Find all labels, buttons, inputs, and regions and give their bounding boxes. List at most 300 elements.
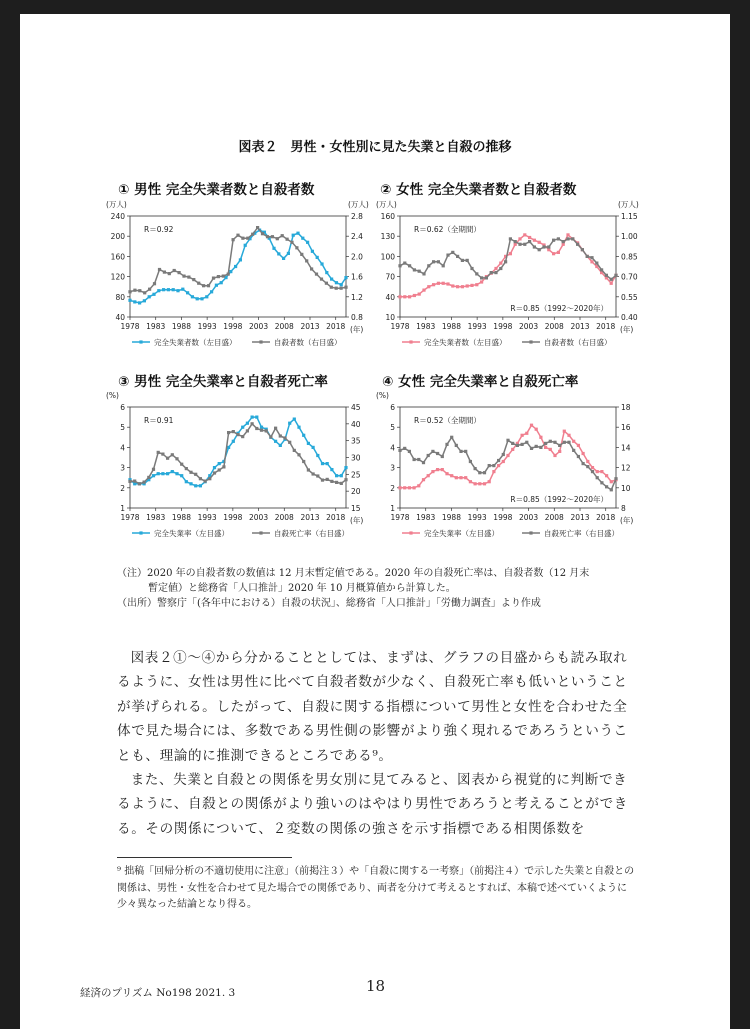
data-point [325, 271, 328, 274]
data-point [408, 486, 411, 489]
data-point [470, 284, 473, 287]
data-point [539, 446, 542, 449]
data-point [236, 234, 239, 237]
x-tick-label: 1993 [467, 513, 487, 522]
legend-marker [529, 340, 532, 343]
data-point [518, 237, 521, 240]
x-tick-label: 1983 [416, 322, 436, 331]
left-tick-label: 80 [115, 292, 125, 302]
data-point [563, 430, 566, 433]
x-axis-unit: (年) [350, 516, 364, 525]
data-point [549, 440, 552, 443]
chart-male-count [100, 196, 375, 356]
data-point [255, 416, 258, 419]
data-point [494, 267, 497, 270]
data-point [427, 474, 430, 477]
data-point [528, 240, 531, 243]
left-tick-label: 5 [390, 423, 395, 433]
data-point [241, 435, 244, 438]
data-point [432, 283, 435, 286]
data-point [437, 260, 440, 263]
right-tick-label: 14 [621, 443, 631, 453]
data-point [485, 276, 488, 279]
figure-title: 図表２ 男性・女性別に見た失業と自殺の推移 [238, 140, 512, 155]
left-tick-label: 240 [110, 212, 125, 221]
data-point [288, 441, 291, 444]
x-tick-label: 2003 [519, 513, 539, 522]
data-point [152, 293, 155, 296]
data-point [316, 256, 319, 259]
data-point [168, 272, 171, 275]
data-point [344, 276, 347, 279]
data-point [197, 282, 200, 285]
data-point [595, 262, 598, 265]
data-point [577, 444, 580, 447]
data-point [171, 453, 174, 456]
data-point [492, 464, 495, 467]
data-point [591, 466, 594, 469]
data-point [544, 442, 547, 445]
data-point [196, 297, 199, 300]
data-point [456, 255, 459, 258]
data-point [499, 267, 502, 270]
data-point [542, 245, 545, 248]
data-point [600, 268, 603, 271]
data-point [566, 233, 569, 236]
panel-title-male-rate: ③ 男性 完全失業率と自殺者死亡率 [118, 374, 328, 390]
data-point [312, 472, 315, 475]
data-point [436, 468, 439, 471]
data-point [445, 472, 448, 475]
data-point [186, 291, 189, 294]
data-point [538, 248, 541, 251]
data-point [403, 486, 406, 489]
data-point [241, 237, 244, 240]
data-point [340, 283, 343, 286]
data-point [474, 482, 477, 485]
data-point [282, 257, 285, 260]
data-point [475, 283, 478, 286]
data-point [180, 463, 183, 466]
left-axis-unit: (万人) [376, 200, 397, 209]
data-point [312, 446, 315, 449]
data-point [461, 285, 464, 288]
data-point [596, 470, 599, 473]
data-point [321, 462, 324, 465]
x-tick-label: 1998 [493, 513, 513, 522]
data-point [340, 287, 343, 290]
data-point [344, 466, 347, 469]
data-point [171, 470, 174, 473]
left-tick-label: 4 [390, 443, 395, 453]
data-point [199, 477, 202, 480]
data-point [157, 472, 160, 475]
x-tick-label: 1978 [390, 513, 410, 522]
data-point [466, 259, 469, 262]
x-tick-label: 2013 [300, 322, 320, 331]
data-point [340, 474, 343, 477]
panel-title-male-count: ① 男性 完全失業者数と自殺者数 [118, 182, 315, 198]
data-point [525, 441, 528, 444]
legend-label: 自殺者数（右目盛） [274, 338, 342, 347]
data-point [431, 470, 434, 473]
data-point [521, 434, 524, 437]
data-point [251, 422, 254, 425]
data-point [194, 484, 197, 487]
data-point [143, 481, 146, 484]
data-point [281, 234, 284, 237]
data-point [464, 476, 467, 479]
data-point [535, 445, 538, 448]
data-point [521, 443, 524, 446]
x-tick-label: 1978 [390, 322, 410, 331]
x-tick-label: 1978 [120, 322, 140, 331]
legend-marker [259, 531, 262, 534]
data-point [344, 478, 347, 481]
data-point [286, 238, 289, 241]
x-tick-label: 1988 [171, 322, 191, 331]
data-point [175, 472, 178, 475]
data-point [427, 454, 430, 457]
right-tick-label: 1.6 [351, 272, 363, 282]
data-point [138, 482, 141, 485]
right-tick-label: 0.55 [621, 292, 638, 302]
data-point [330, 286, 333, 289]
data-point [596, 476, 599, 479]
data-point [261, 232, 264, 235]
series-line [130, 228, 346, 293]
data-point [441, 468, 444, 471]
data-point [572, 449, 575, 452]
right-axis-unit: (万人) [618, 200, 639, 209]
legend-label: 完全失業者数（左目盛） [424, 338, 507, 347]
data-point [544, 446, 547, 449]
x-axis-unit: (年) [620, 325, 634, 334]
data-point [516, 444, 519, 447]
data-point [161, 453, 164, 456]
data-point [208, 477, 211, 480]
data-point [251, 416, 254, 419]
data-point [290, 241, 293, 244]
left-tick-label: 70 [385, 272, 395, 282]
data-point [185, 480, 188, 483]
data-point [330, 468, 333, 471]
data-point [572, 440, 575, 443]
data-point [297, 453, 300, 456]
data-point [187, 276, 190, 279]
legend-marker [409, 340, 412, 343]
data-point [441, 455, 444, 458]
x-tick-label: 2008 [274, 322, 294, 331]
data-point [600, 470, 603, 473]
body-paragraph-1: 図表２①～④から分かることとしては、まずは、グラフの目盛からも読み取れるように、女性は男性に比べて自殺者数が少なく、自殺死亡率も低いということが挙げられる。したがって、自殺に関する指標について男性と女性を合わせた全体で見た場合には、多数である男性側の影響がより強く現れるであろうということも、理論的に推測できるところである⁹。 [117, 650, 628, 764]
data-point [509, 252, 512, 255]
data-point [310, 267, 313, 270]
data-point [232, 430, 235, 433]
right-axis-unit: (万人) [348, 200, 369, 209]
data-point [422, 289, 425, 292]
data-point [483, 482, 486, 485]
x-tick-label: 1998 [493, 322, 513, 331]
x-tick-label: 1993 [467, 322, 487, 331]
x-tick-label: 1993 [197, 322, 217, 331]
data-point [128, 290, 131, 293]
data-point [469, 460, 472, 463]
data-point [511, 448, 514, 451]
data-point [222, 275, 225, 278]
data-point [577, 455, 580, 458]
data-point [492, 470, 495, 473]
data-point [464, 450, 467, 453]
data-point [283, 436, 286, 439]
data-point [398, 264, 401, 267]
right-tick-label: 12 [621, 463, 631, 473]
data-point [530, 424, 533, 427]
data-point [469, 480, 472, 483]
left-tick-label: 40 [385, 292, 395, 302]
data-point [173, 269, 176, 272]
left-axis-unit: (%) [376, 391, 389, 400]
correlation-annotation: R＝0.85（1992～2020年） [510, 495, 608, 504]
data-point [265, 429, 268, 432]
data-point [509, 237, 512, 240]
data-point [610, 278, 613, 281]
data-point [305, 259, 308, 262]
right-tick-label: 2.4 [351, 232, 363, 242]
x-tick-label: 1983 [146, 513, 166, 522]
data-point [234, 265, 237, 268]
series-line [130, 230, 346, 303]
x-tick-label: 2018 [596, 513, 616, 522]
data-point [488, 464, 491, 467]
data-point [591, 470, 594, 473]
x-tick-label: 2018 [326, 322, 346, 331]
data-point [437, 282, 440, 285]
data-point [539, 436, 542, 439]
x-tick-label: 2018 [596, 322, 616, 331]
data-point [455, 476, 458, 479]
left-tick-label: 40 [115, 313, 125, 322]
data-point [246, 237, 249, 240]
data-point [563, 441, 566, 444]
data-point [506, 454, 509, 457]
data-point [504, 260, 507, 263]
data-point [422, 272, 425, 275]
correlation-annotation: R＝0.92 [144, 225, 174, 234]
data-point [480, 276, 483, 279]
data-point [288, 422, 291, 425]
data-point [153, 282, 156, 285]
data-point [148, 288, 151, 291]
right-tick-label: 2.0 [351, 252, 363, 262]
data-point [227, 273, 230, 276]
data-point [335, 287, 338, 290]
x-tick-label: 1983 [146, 322, 166, 331]
journal-footer: 経済のプリズム No198 2021. 3 [80, 987, 236, 999]
data-point [403, 262, 406, 265]
right-tick-label: 0.70 [621, 272, 638, 282]
data-point [293, 418, 296, 421]
left-tick-label: 1 [390, 504, 395, 513]
x-tick-label: 1998 [223, 322, 243, 331]
left-tick-label: 4 [120, 443, 125, 453]
data-point [204, 480, 207, 483]
data-point [274, 440, 277, 443]
x-tick-label: 2013 [300, 513, 320, 522]
right-tick-label: 1.00 [621, 232, 638, 242]
data-point [571, 237, 574, 240]
x-tick-label: 2008 [544, 513, 564, 522]
data-point [497, 459, 500, 462]
data-point [483, 471, 486, 474]
legend-marker [409, 531, 412, 534]
left-tick-label: 6 [120, 403, 125, 412]
left-tick-label: 1 [120, 504, 125, 513]
data-point [451, 284, 454, 287]
legend-label: 完全失業者数（左目盛） [154, 338, 237, 347]
data-point [300, 253, 303, 256]
left-tick-label: 2 [120, 483, 125, 493]
data-point [470, 267, 473, 270]
data-point [450, 474, 453, 477]
data-point [459, 476, 462, 479]
data-point [191, 295, 194, 298]
data-point [408, 295, 411, 298]
x-tick-label: 2013 [570, 322, 590, 331]
data-point [320, 262, 323, 265]
data-point [553, 454, 556, 457]
data-point [212, 277, 215, 280]
data-point [459, 450, 462, 453]
data-point [417, 484, 420, 487]
left-tick-label: 10 [385, 313, 395, 322]
data-point [316, 454, 319, 457]
x-tick-label: 1993 [197, 513, 217, 522]
x-tick-label: 2008 [274, 513, 294, 522]
data-point [610, 480, 613, 483]
x-tick-label: 1988 [171, 513, 191, 522]
data-point [535, 428, 538, 431]
data-point [311, 250, 314, 253]
data-point [511, 442, 514, 445]
series-line [400, 239, 616, 279]
data-point [562, 240, 565, 243]
data-point [194, 473, 197, 476]
data-point [143, 291, 146, 294]
data-point [166, 472, 169, 475]
data-point [523, 243, 526, 246]
data-point [344, 286, 347, 289]
data-point [417, 458, 420, 461]
data-point [175, 457, 178, 460]
data-point [445, 443, 448, 446]
data-point [161, 472, 164, 475]
data-point [518, 243, 521, 246]
data-point [152, 468, 155, 471]
x-tick-label: 1988 [441, 322, 461, 331]
data-point [213, 471, 216, 474]
data-point [182, 275, 185, 278]
data-point [236, 433, 239, 436]
data-point [525, 432, 528, 435]
data-point [316, 474, 319, 477]
data-point [260, 429, 263, 432]
data-point [528, 236, 531, 239]
data-point [475, 272, 478, 275]
data-point [147, 476, 150, 479]
right-tick-label: 1.15 [621, 212, 638, 221]
data-point [158, 268, 161, 271]
data-point [307, 468, 310, 471]
data-point [557, 251, 560, 254]
data-point [408, 264, 411, 267]
data-point [413, 294, 416, 297]
data-point [128, 299, 131, 302]
correlation-annotation: R＝0.91 [144, 416, 174, 425]
data-point [162, 288, 165, 291]
data-point [180, 474, 183, 477]
page-number: 18 [366, 977, 386, 995]
data-point [302, 434, 305, 437]
data-point [549, 448, 552, 451]
data-point [218, 468, 221, 471]
x-axis-unit: (年) [620, 516, 634, 525]
data-point [297, 426, 300, 429]
data-point [582, 462, 585, 465]
data-point [581, 248, 584, 251]
legend-label: 自殺死亡率（右目盛） [274, 529, 349, 538]
x-tick-label: 1978 [120, 513, 140, 522]
right-tick-label: 0.40 [621, 313, 638, 322]
data-point [178, 271, 181, 274]
body-paragraph-2: また、失業と自殺との関係を男女別に見てみると、図表から視覚的に判断できるように、自殺との関係がより強いのはやはり男性であろうと考えることができる。その関係について、２変数の関係の強さを示す指標である相関係数を [117, 772, 628, 837]
data-point [218, 462, 221, 465]
data-point [497, 464, 500, 467]
note-line-2: 暫定値）と総務省「人口推計」2020 年 10 月概算値から計算した。 [148, 583, 456, 594]
chart-female-count [370, 196, 645, 356]
x-tick-label: 1998 [223, 513, 243, 522]
data-point [279, 434, 282, 437]
data-point [552, 239, 555, 242]
footnote-divider [117, 857, 292, 858]
data-point [418, 270, 421, 273]
data-point [451, 251, 454, 254]
correlation-annotation: R＝0.62（全期間） [414, 225, 481, 234]
x-tick-label: 2003 [249, 322, 269, 331]
data-point [205, 295, 208, 298]
left-tick-label: 160 [110, 252, 125, 262]
data-point [413, 486, 416, 489]
data-point [232, 238, 235, 241]
right-tick-label: 1.2 [351, 292, 363, 302]
left-tick-label: 120 [110, 272, 125, 282]
data-point [266, 235, 269, 238]
data-point [181, 288, 184, 291]
right-tick-label: 30 [351, 453, 361, 463]
data-point [586, 255, 589, 258]
data-point [292, 234, 295, 237]
data-point [582, 452, 585, 455]
data-point [436, 452, 439, 455]
data-point [255, 427, 258, 430]
data-point [455, 444, 458, 447]
note-line-1: （注）2020 年の自殺者数の数値は 12 月末暫定値である。2020 年の自殺死亡率は、自殺者数（12 月末 [117, 568, 590, 579]
x-tick-label: 2003 [519, 322, 539, 331]
right-tick-label: 0.8 [351, 313, 363, 322]
data-point [152, 474, 155, 477]
data-point [330, 278, 333, 281]
data-point [163, 271, 166, 274]
